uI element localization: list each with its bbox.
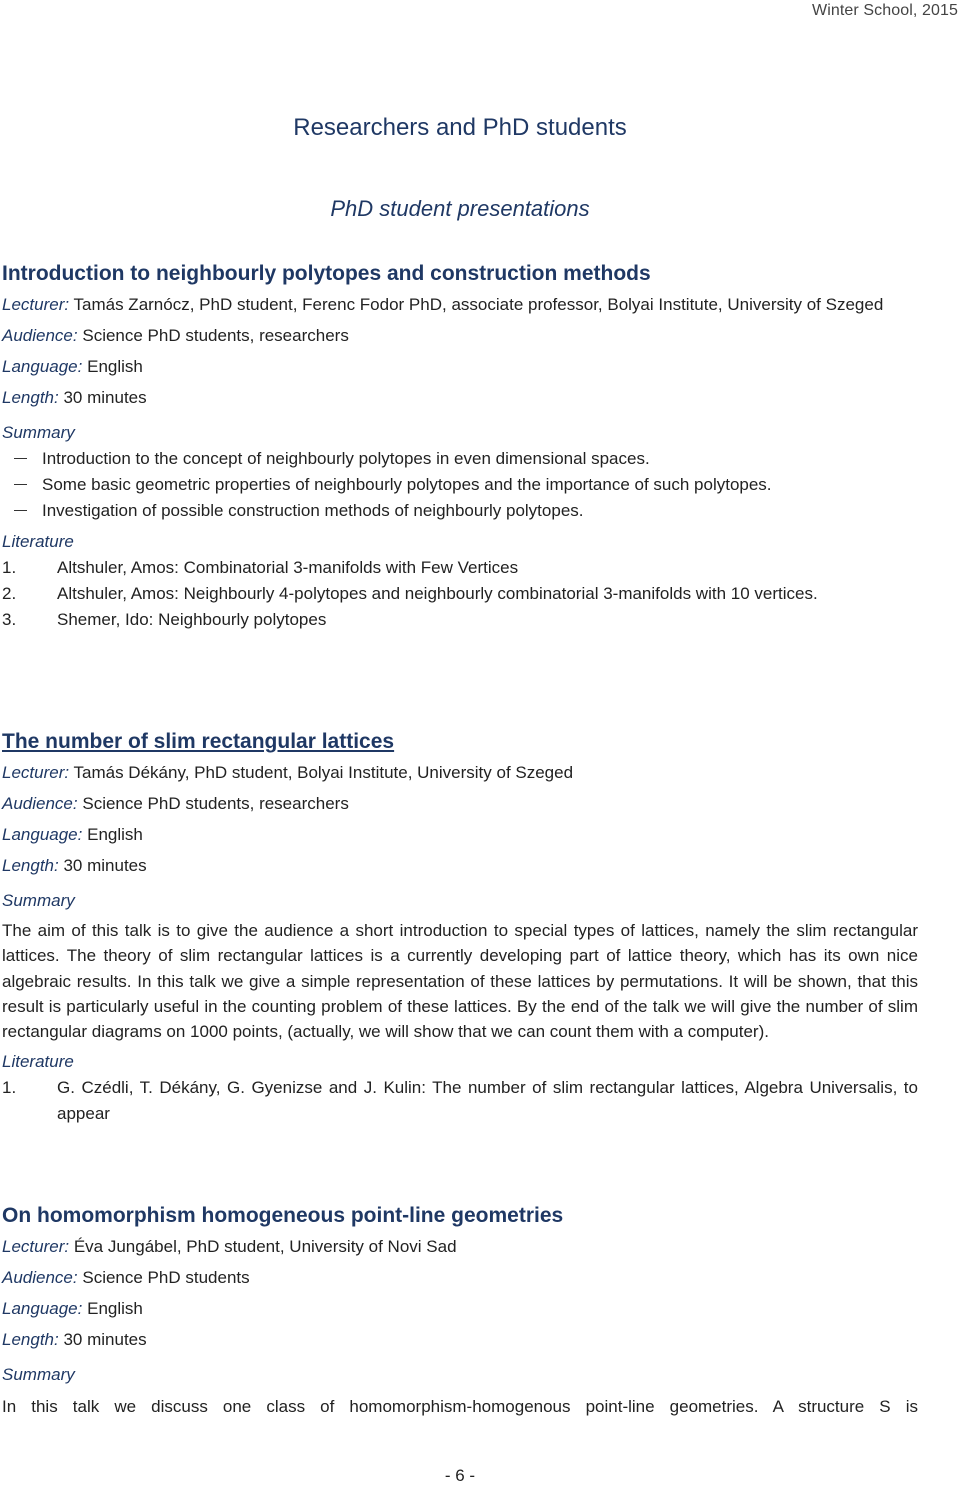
language-field — [2, 1296, 918, 1322]
language-label: Language: — [2, 357, 83, 376]
lecturer-label: Lecturer: — [2, 763, 70, 782]
audience-field — [2, 1265, 918, 1291]
lecturer-value: Tamás Dékány, PhD student, Bolyai Institute, University of Szeged — [73, 763, 574, 782]
audience-value: Science PhD students, researchers — [82, 794, 349, 813]
language-field — [2, 822, 918, 848]
language-label: Language: — [2, 825, 83, 844]
page-title: Researchers and PhD students — [293, 114, 627, 141]
audience-field — [2, 791, 918, 817]
list-item: Some basic geometric properties of neighbourly polytopes and the importance of such polytopes. — [2, 472, 918, 498]
audience-label: Audience: — [2, 794, 78, 813]
lecturer-field — [2, 1234, 918, 1260]
summary-heading: Summary — [2, 423, 75, 442]
lecturer-value: Éva Jungábel, PhD student, University of Novi Sad — [73, 1237, 457, 1256]
length-value: 30 minutes — [63, 856, 147, 875]
audience-label: Audience: — [2, 326, 78, 345]
list-item: Introduction to the concept of neighbourly polytopes in even dimensional spaces. — [2, 446, 918, 472]
reference-item: 3. Shemer, Ido: Neighbourly polytopes — [2, 610, 327, 629]
talk-section — [2, 261, 918, 633]
running-header: Winter School, 2015 — [812, 2, 958, 19]
summary-paragraph: The aim of this talk is to give the audience a short introduction to special types of lattices, namely the slim rectangular lattices. The theory of slim rectangular lattices is a currently developing part of lattice theory, which has its own nice algebraic results. In this talk we give a simple representation of these lattices by permutations. It will be shown, that this result is particularly useful in the counting problem of these lattices. By the end of the talk we will give the number of slim rectangular diagrams on 1000 points, (actually, we will show that we can count them with a computer). — [2, 921, 918, 1042]
length-label: Length: — [2, 1330, 59, 1349]
lecturer-label: Lecturer: — [2, 295, 70, 314]
length-label: Length: — [2, 856, 59, 875]
audience-value: Science PhD students — [82, 1268, 250, 1287]
literature-heading: Literature — [2, 1052, 74, 1072]
talk-title: The number of slim rectangular lattices — [2, 730, 395, 753]
literature-heading: Literature — [2, 532, 74, 551]
length-label: Length: — [2, 388, 59, 407]
literature-list — [2, 555, 918, 633]
page-subtitle: PhD student presentations — [330, 196, 590, 221]
length-value: 30 minutes — [63, 1330, 147, 1349]
length-value: 30 minutes — [63, 388, 147, 407]
page-number: - 6 - — [444, 1466, 476, 1485]
literature-list — [2, 1075, 918, 1127]
language-field — [2, 354, 918, 380]
reference-item: 1. G. Czédli, T. Dékány, G. Gyenizse and J. Kulin: The number of slim rectangular lattices, Algebra Universalis, to appear — [2, 1078, 918, 1124]
lecturer-label: Lecturer: — [2, 1237, 70, 1256]
reference-item: 1. Altshuler, Amos: Combinatorial 3-manifolds with Few Vertices — [2, 558, 519, 577]
reference-item: 2. Altshuler, Amos: Neighbourly 4-polytopes and neighbourly combinatorial 3-manifolds with 10 vertices. — [2, 584, 818, 603]
length-field — [2, 385, 918, 411]
talk-title: On homomorphism homogeneous point-line geometries — [2, 1204, 564, 1227]
dash-bullet-icon — [14, 458, 27, 459]
summary-list — [2, 446, 918, 524]
list-item: Investigation of possible construction methods of neighbourly polytopes. — [2, 498, 918, 524]
language-value: English — [87, 825, 143, 844]
summary-heading: Summary — [2, 891, 75, 910]
summary-paragraph: In this talk we discuss one class of homomorphism-homogenous point-line geometries. A structure S is — [2, 1397, 918, 1416]
lecturer-value: Tamás Zarnócz, PhD student, Ferenc Fodor PhD, associate professor, Bolyai Institute, University of Szeged — [73, 295, 884, 314]
length-field — [2, 1327, 918, 1353]
audience-value: Science PhD students, researchers — [82, 326, 349, 345]
talk-section — [2, 729, 918, 1127]
summary-heading: Summary — [2, 1365, 75, 1384]
dash-bullet-icon — [14, 510, 27, 511]
talk-section — [2, 1203, 918, 1419]
audience-label: Audience: — [2, 1268, 78, 1287]
lecturer-field — [2, 292, 918, 318]
talk-title: Introduction to neighbourly polytopes and construction methods — [2, 262, 651, 285]
dash-bullet-icon — [14, 484, 27, 485]
lecturer-field — [2, 760, 918, 786]
length-field — [2, 853, 918, 879]
language-value: English — [87, 357, 143, 376]
audience-field — [2, 323, 918, 349]
language-value: English — [87, 1299, 143, 1318]
language-label: Language: — [2, 1299, 83, 1318]
